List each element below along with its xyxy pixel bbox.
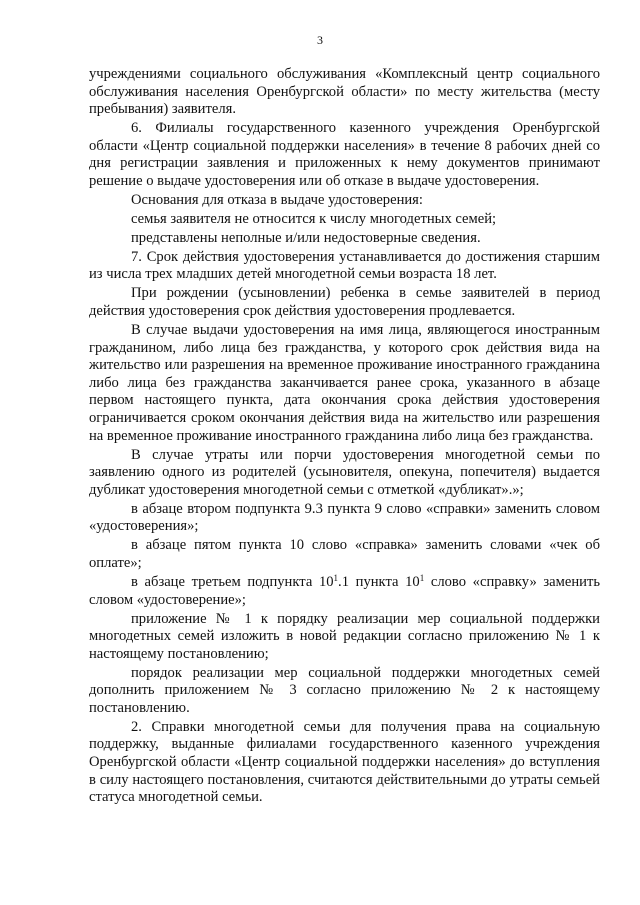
- paragraph-amend-9-3: в абзаце втором подпункта 9.3 пункта 9 слово «справки» заменить словом «удостоверения»;: [89, 500, 600, 535]
- paragraph-item-6: 6. Филиалы государственного казенного учреждения Оренбургской области «Центр социальной поддержки населения» в течение 8 рабочих дней со дня регистрации заявления и приложенных к нему документов принимают решение о выдаче удостоверения или об отказе в выдаче удостоверения.: [89, 120, 600, 189]
- paragraph-amend-10-1-1: [89, 574, 600, 609]
- paragraph-refusal-grounds: Основания для отказа в выдаче удостоверения:: [131, 191, 423, 208]
- paragraph-duplicate: В случае утраты или порчи удостоверения многодетной семьи по заявлению одного из родителей (усыновителя, опекуна, попечителя) выдается дубликат удостоверения многодетной семьи с отметкой «дубликат».»;: [89, 446, 600, 498]
- paragraph-continuation: учреждениями социального обслуживания «Комплексный центр социального обслуживания населения Оренбургской области» по месту жительства (месту пребывания) заявителя.: [89, 66, 600, 118]
- paragraph-item-2: 2. Справки многодетной семьи для получения права на социальную поддержку, выданные филиалами государственного казенного учреждения Оренбургской области «Центр социальной поддержки населения» до вступления в силу настоящего постановления, считаются действительными до утраты семьей статуса многодетной семьи.: [89, 718, 600, 806]
- paragraph-item-7: 7. Срок действия удостоверения устанавливается до достижения старшим из числа трех младших детей многодетной семьи возраста 18 лет.: [89, 248, 600, 283]
- paragraph-amend-10: в абзаце пятом пункта 10 слово «справка» заменить словами «чек об оплате»;: [89, 537, 600, 571]
- paragraph-refusal-2: представлены неполные и/или недостоверные сведения.: [131, 229, 481, 246]
- paragraph-refusal-1: семья заявителя не относится к числу многодетных семей;: [131, 210, 497, 227]
- paragraph-foreign-citizen: В случае выдачи удостоверения на имя лица, являющегося иностранным гражданином, либо лица без гражданства, у которого срок действия вида на жительство или разрешения на временное проживание иностранного гражданина либо лица без гражданства заканчивается ранее срока, указанного в абзаце первом настоящего пункта, дата окончания срока действия удостоверения ограничивается сроком окончания действия вида на жительство или разрешения на временное проживание иностранного гражданина либо лица без гражданства.: [89, 322, 600, 444]
- paragraph-appendix-1: приложение № 1 к порядку реализации мер социальной поддержки многодетных семей изложить в новой редакции согласно приложению № 1 к настоящему постановлению;: [89, 610, 600, 662]
- amend-text-before: в абзаце третьем подпункта 10: [131, 573, 334, 590]
- superscript-2: 1: [419, 572, 425, 583]
- page-number: 3: [317, 33, 323, 47]
- amend-text-middle: .1 пункта 10: [338, 573, 420, 590]
- document-body: [89, 66, 600, 808]
- paragraph-appendix-3: порядок реализации мер социальной поддержки многодетных семей дополнить приложением № 3 согласно приложению № 2 к настоящему постановлению.: [89, 664, 600, 716]
- amend-text-after: слово «справку» заменить словом «удостоверение»;: [89, 573, 601, 608]
- superscript-1: 1: [333, 572, 339, 583]
- paragraph-birth-extension: При рождении (усыновлении) ребенка в семье заявителей в период действия удостоверения срок действия удостоверения продлевается.: [89, 285, 600, 320]
